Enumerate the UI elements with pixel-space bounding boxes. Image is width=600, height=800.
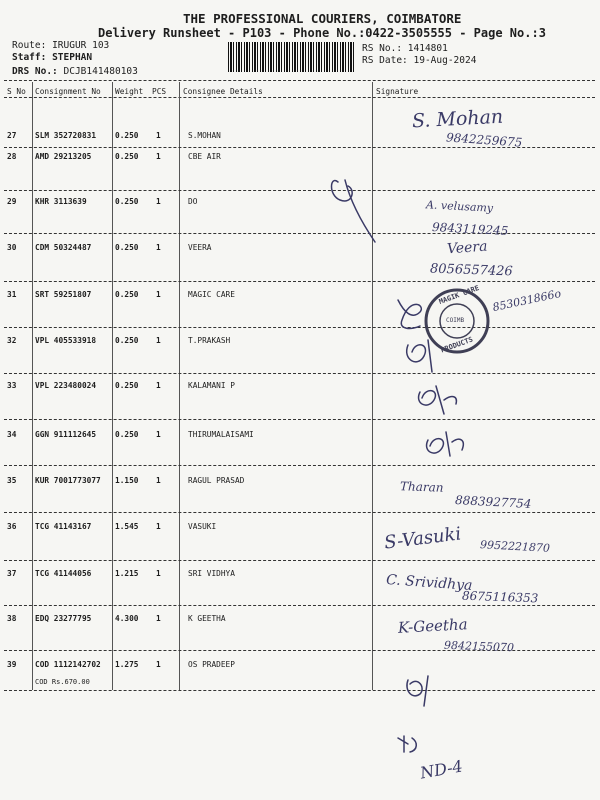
drs-value: DCJB141480103 [63,66,138,77]
row-consignment: TCG 41144056 [35,569,92,578]
col-consignment: Consignment No [35,87,101,96]
signature-velusamy: A. velusamy [425,198,494,215]
row-consignee: T.PRAKASH [188,336,231,345]
row-consignee: MAGIC CARE [188,290,235,299]
row-sno: 36 [7,522,17,531]
phone-31: 853031866o [491,286,563,315]
initials-row-33 [419,386,457,414]
row-pcs: 1 [156,381,161,390]
mark-row-28-tail [345,180,375,242]
initials-row-34 [427,432,464,456]
phone-38: 9842155070 [443,638,515,655]
row-sno: 30 [7,243,17,252]
initials-row-32 [407,340,432,372]
row-weight: 0.250 [115,430,139,439]
row-weight: 0.250 [115,243,139,252]
phone-36: 9952221870 [479,538,551,555]
row-consignment: SRT 59251807 [35,290,92,299]
row-weight: 0.250 [115,152,139,161]
row-weight: 1.545 [115,522,139,531]
signature-veera: Veera [446,238,488,258]
row-consignment: CDM 50324487 [35,243,92,252]
company-title: THE PROFESSIONAL COURIERS, COIMBATORE [183,11,462,26]
rs-date-value: 19-Aug-2024 [413,55,477,66]
row-consignment: TCG 41143167 [35,522,92,531]
rs-no-value: 1414801 [407,43,448,54]
row-consignment: KUR 7001773077 [35,476,101,485]
row-weight: 1.275 [115,660,139,669]
row-consignee: S.MOHAN [188,131,221,140]
signature-vasuki: S-Vasuki [383,523,463,554]
runsheet-subtitle: Delivery Runsheet - P103 - Phone No.:0422-3505555 - Page No.:3 [98,26,546,40]
signature-s-mohan: S. Mohan [411,105,504,133]
row-weight: 0.250 [115,197,139,206]
signature-tharan: Tharan [399,479,444,495]
mark-row-28 [332,181,353,201]
row-sno: 33 [7,381,17,390]
row-sno: 29 [7,197,17,206]
row-pcs: 1 [156,522,161,531]
phone-37: 8675116353 [461,588,539,606]
rs-no-label: RS No.: [362,43,403,54]
route-label: Route: [12,40,47,51]
row-weight: 0.250 [115,381,139,390]
stamp-bottom-text: PRODUCTS [439,335,475,355]
row-pcs: 1 [156,243,161,252]
footer-mark [398,736,416,752]
row-pcs: 1 [156,131,161,140]
col-pcs: PCS [152,87,167,96]
row-weight: 1.150 [115,476,139,485]
row-sno: 27 [7,131,17,140]
row-sno: 28 [7,152,17,161]
row-pcs: 1 [156,430,161,439]
row-sno: 34 [7,430,17,439]
initials-row-39 [407,676,428,706]
row-consignment: GGN 911112645 [35,430,97,439]
row-consignee: DO [188,197,198,206]
row-weight: 1.215 [115,569,139,578]
row-sno: 35 [7,476,17,485]
phone-27: 9842259675 [445,130,523,150]
phone-35: 8883927754 [454,493,532,511]
row-consignee: CBE AIR [188,152,221,161]
row-pcs: 1 [156,197,161,206]
route-value: IRUGUR 103 [52,40,110,51]
col-weight: Weight [115,87,144,96]
row-consignee: KALAMANI P [188,381,235,390]
col-signature: Signature [376,87,419,96]
stamp-center-text: COIMB [446,317,465,324]
staff-value: STEPHAN [52,52,93,63]
row-consignment: COD 1112142702 [35,660,101,669]
row-sno: 38 [7,614,17,623]
cod-amount: COD Rs.670.00 [35,678,90,686]
phone-29: 9843119245 [431,220,509,238]
col-sno: S No [7,87,26,96]
row-pcs: 1 [156,336,161,345]
row-weight: 4.300 [115,614,139,623]
mark-row-31 [398,300,421,328]
col-consignee: Consignee Details [183,87,263,96]
row-consignee: SRI VIDHYA [188,569,235,578]
staff-label: Staff: [12,52,47,63]
drs-label: DRS No.: [12,66,58,77]
row-consignment: SLM 352720831 [35,131,97,140]
signature-srividhya: C. Srividhya [385,572,473,594]
signature-k-geetha: K-Geetha [397,615,468,637]
row-consignee: K GEETHA [188,614,226,623]
row-sno: 39 [7,660,17,669]
row-consignment: KHR 3113639 [35,197,87,206]
row-consignment: AMD 29213205 [35,152,92,161]
row-pcs: 1 [156,660,161,669]
row-consignment: EDQ 23277795 [35,614,92,623]
row-weight: 0.250 [115,290,139,299]
row-weight: 0.250 [115,131,139,140]
row-pcs: 1 [156,614,161,623]
row-consignee: RAGUL PRASAD [188,476,245,485]
row-sno: 32 [7,336,17,345]
rs-date-label: RS Date: [362,55,408,66]
row-pcs: 1 [156,290,161,299]
row-pcs: 1 [156,152,161,161]
row-pcs: 1 [156,476,161,485]
row-pcs: 1 [156,569,161,578]
row-consignee: VASUKI [188,522,217,531]
row-sno: 31 [7,290,17,299]
row-weight: 0.250 [115,336,139,345]
row-consignee: VEERA [188,243,212,252]
row-sno: 37 [7,569,17,578]
row-consignment: VPL 223480024 [35,381,97,390]
stamp-top-text: MAGIK CARE [437,284,481,306]
footer-note: ND-4 [418,756,465,783]
row-consignment: VPL 405533918 [35,336,97,345]
phone-30: 8056557426 [429,261,513,280]
row-consignee: THIRUMALAISAMI [188,430,254,439]
row-consignee: OS PRADEEP [188,660,235,669]
